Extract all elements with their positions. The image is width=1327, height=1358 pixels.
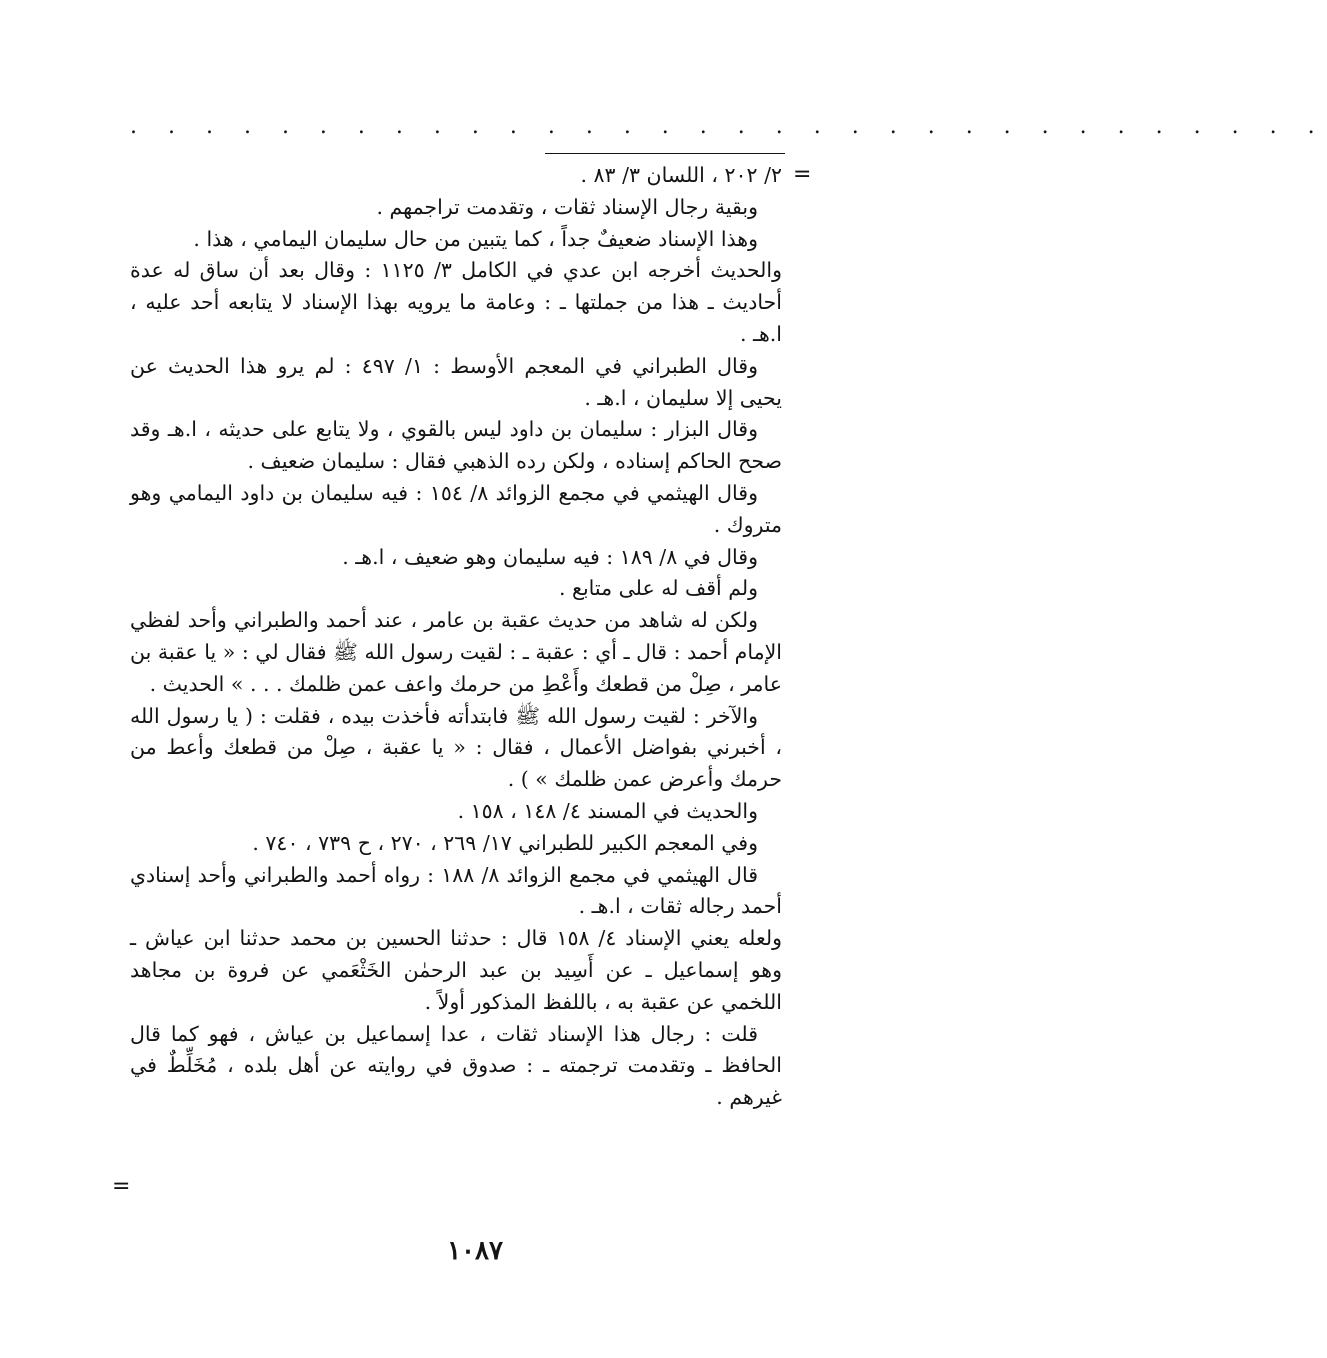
paragraph: قال الهيثمي في مجمع الزوائد ٨/ ١٨٨ : رواه أحمد والطبراني وأحد إسنادي أحمد رجاله ثقات ، ا.هـ . [130,862,782,919]
paragraph: وقال البزار : سليمان بن داود ليس بالقوي ، ولا يتابع على حديثه ، ا.هـ وقد صحح الحاكم إسناده ، ولكن رده الذهبي فقال : سليمان ضعيف . [130,417,782,474]
footnote-rule [545,153,785,154]
paragraph: ولم أقف له على متابع . [559,576,758,601]
paragraph: وبقية رجال الإسناد ثقات ، وتقدمت تراجمهم . [376,194,758,219]
paragraph: وفي المعجم الكبير للطبراني ١٧/ ٢٦٩ ، ٢٧٠ ، ح ٧٣٩ ، ٧٤٠ . [252,830,758,855]
paragraph: والآخر : لقيت رسول الله ﷺ فابتدأته فأخذت بيده ، فقلت : ( يا رسول الله ، أخبرني بفواضل الأعمال ، فقال : « يا عقبة ، صِلْ من قطعك وأعط من حرمك وأعرض عمن ظلمك » ) . [130,703,782,792]
paragraph: وهذا الإسناد ضعيفٌ جداً ، كما يتبين من حال سليمان اليمامي ، هذا . [193,226,758,251]
paragraph: ولعله يعني الإسناد ٤/ ١٥٨ قال : حدثنا الحسين بن محمد حدثنا ابن عياش ـ وهو إسماعيل ـ عن أَسِيد بن عبد الرحمٰن الخَثْعَمي عن فروة بن مجاهد اللخمي عن عقبة به ، باللفظ المذكور أولاً . [130,926,782,1014]
paragraph: ٢/ ٢٠٢ ، اللسان ٣/ ٨٣ . [580,163,782,187]
paragraph: والحديث أخرجه ابن عدي في الكامل ٣/ ١١٢٥ : وقال بعد أن ساق له عدة أحاديث ـ هذا من جملتها ـ : وعامة ما يرويه بهذا الإسناد لا يتابعه أحد عليه ، ا.هـ . [130,258,782,346]
page-number: ١٠٨٧ [447,1236,503,1266]
separator-dots: . . . . . . . . . . . . . . . . . . . . . . . . . . . . . . . . [130,114,1327,139]
paragraph: وقال الهيثمي في مجمع الزوائد ٨/ ١٥٤ : فيه سليمان بن داود اليمامي وهو متروك . [130,480,782,537]
paragraph: وقال الطبراني في المعجم الأوسط : ١/ ٤٩٧ : لم يرو هذا الحديث عن يحيى إلا سليمان ، ا.هـ . [130,353,782,410]
paragraph: وقال في ٨/ ١٨٩ : فيه سليمان وهو ضعيف ، ا.هـ . [342,544,758,569]
footnote-text [130,160,782,1114]
paragraph: ولكن له شاهد من حديث عقبة بن عامر ، عند أحمد والطبراني وأحد لفظي الإمام أحمد : قال ـ أي : عقبة ـ : لقيت رسول الله ﷺ فقال لي : « يا عقبة بن عامر ، صِلْ من قطعك وأَعْطِ من حرمك واعف عمن ظلمك . . . » الحديث . [130,608,782,696]
continuation-mark-bottom: = [112,1174,131,1199]
paragraph: والحديث في المسند ٤/ ١٤٨ ، ١٥٨ . [457,798,758,823]
continuation-mark-top: = [793,162,812,187]
paragraph: قلت : رجال هذا الإسناد ثقات ، عدا إسماعيل بن عياش ، فهو كما قال الحافظ ـ وتقدمت ترجمته ـ : صدوق في روايته عن أهل بلده ، مُخَلِّطٌ في غيرهم . [130,1021,782,1110]
